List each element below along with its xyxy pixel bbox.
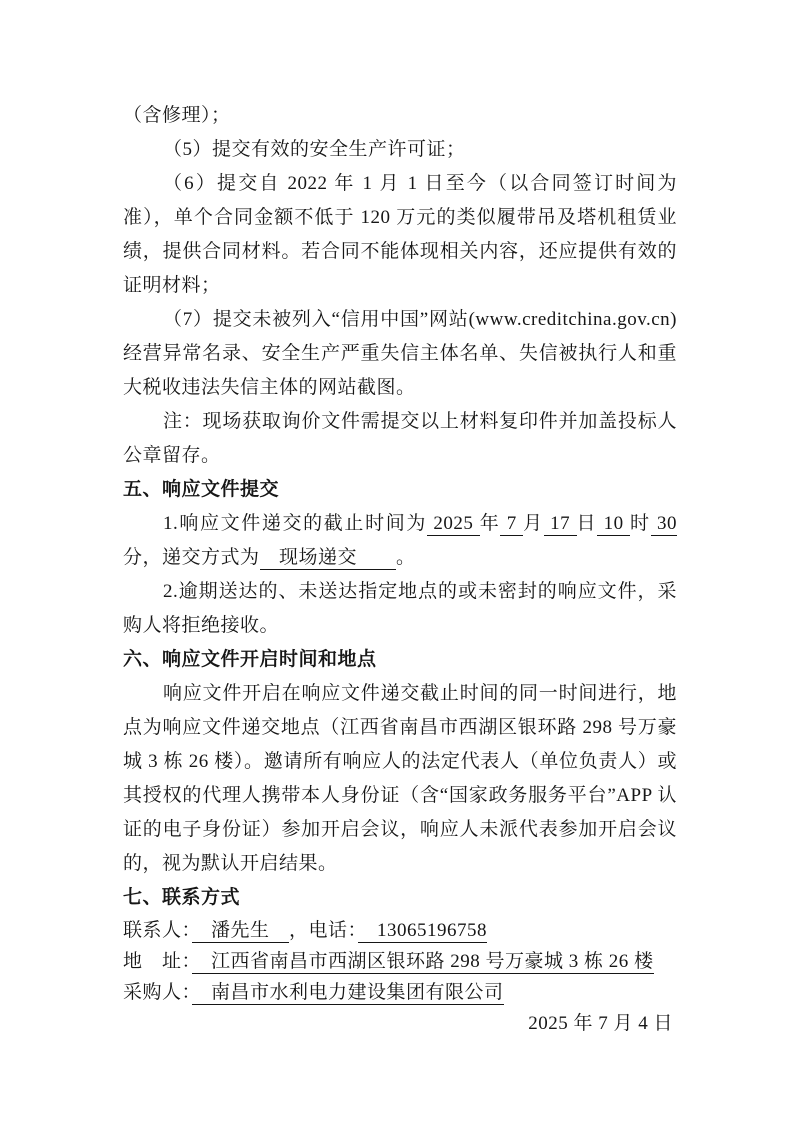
text-run: 时: [629, 513, 651, 534]
paragraph-item-5: [123, 133, 677, 167]
text-run: 2025 年 7 月 4 日: [528, 1013, 673, 1034]
filled-blank-value: 10: [597, 513, 630, 534]
text-run: 年: [479, 513, 501, 534]
filled-blank-value: 30: [650, 513, 677, 534]
text-run: 联系人：: [123, 920, 192, 941]
filled-blank-value: 17: [543, 513, 577, 534]
filled-blank-value: 现场递交: [259, 547, 397, 568]
text-run: （含修理）；: [123, 105, 231, 126]
contact-person-line: [123, 915, 677, 946]
paragraph-deadline: [123, 507, 677, 575]
paragraph-rejection: [123, 575, 677, 643]
text-run: 1.响应文件递交的截止时间为: [163, 513, 427, 534]
text-run: 2.逾期送达的、未送达指定地点的或未密封的响应文件，采购人将拒绝接收。: [123, 581, 677, 636]
text-run: 采购人：: [123, 982, 192, 1003]
text-run: 注：现场获取询价文件需提交以上材料复印件并加盖投标人公章留存。: [123, 411, 677, 466]
text-run: ，电话：: [289, 920, 358, 941]
paragraph-note: [123, 405, 677, 473]
section-heading-5: [123, 473, 677, 507]
document-content: [123, 99, 677, 1040]
text-run: 响应文件开启在响应文件递交截止时间的同一时间进行，地点为响应文件递交地点（江西省南昌市西湖区银环路 298 号万豪城 3 栋 26 楼）。邀请所有响应人的法定代表人（单位负责人）或其授权的代理人携带本人身份证（含“国家政务服务平台”APP 认证的电子身份证）参加开启会议，响应人未派代表参加开启会议的，视为默认开启结果。: [123, 683, 677, 874]
text-run: （7）提交未被列入“信用中国”网站(www.creditchina.gov.cn)经营异常名录、安全生产严重失信主体名单、失信被执行人和重大税收违法失信主体的网站截图。: [123, 309, 677, 398]
contact-address-line: [123, 946, 677, 977]
text-run: 五、响应文件提交: [123, 479, 280, 500]
document-date: [123, 1008, 677, 1040]
filled-blank-value: 13065196758: [357, 920, 488, 941]
paragraph-item-6: [123, 167, 677, 303]
text-run: （6）提交自 2022 年 1 月 1 日至今（以合同签订时间为准），单个合同金额不低于 120 万元的类似履带吊及塔机租赁业绩，提供合同材料。若合同不能体现相关内容，还应提供有效的证明材料；: [123, 173, 677, 296]
section-heading-6: [123, 643, 677, 677]
text-run: （5）提交有效的安全生产许可证；: [163, 139, 466, 160]
filled-blank-value: 7: [500, 513, 524, 534]
paragraph-item-7: [123, 303, 677, 405]
filled-blank-value: 江西省南昌市西湖区银环路 298 号万豪城 3 栋 26 楼: [191, 951, 654, 972]
filled-blank-value: 潘先生: [191, 920, 290, 941]
text-run: 分，递交方式为: [123, 547, 260, 568]
paragraph-continuation: [123, 99, 677, 133]
contact-purchaser-line: [123, 977, 677, 1008]
filled-blank-value: 南昌市水利电力建设集团有限公司: [191, 982, 504, 1003]
text-run: 六、响应文件开启时间和地点: [123, 649, 377, 670]
paragraph-opening: [123, 677, 677, 881]
filled-blank-value: 2025: [426, 513, 480, 534]
text-run: 地 址：: [123, 951, 192, 972]
text-run: 七、联系方式: [123, 887, 241, 908]
section-heading-7: [123, 881, 677, 915]
text-run: 日: [576, 513, 598, 534]
text-run: 。: [396, 547, 416, 568]
text-run: 月: [523, 513, 544, 534]
